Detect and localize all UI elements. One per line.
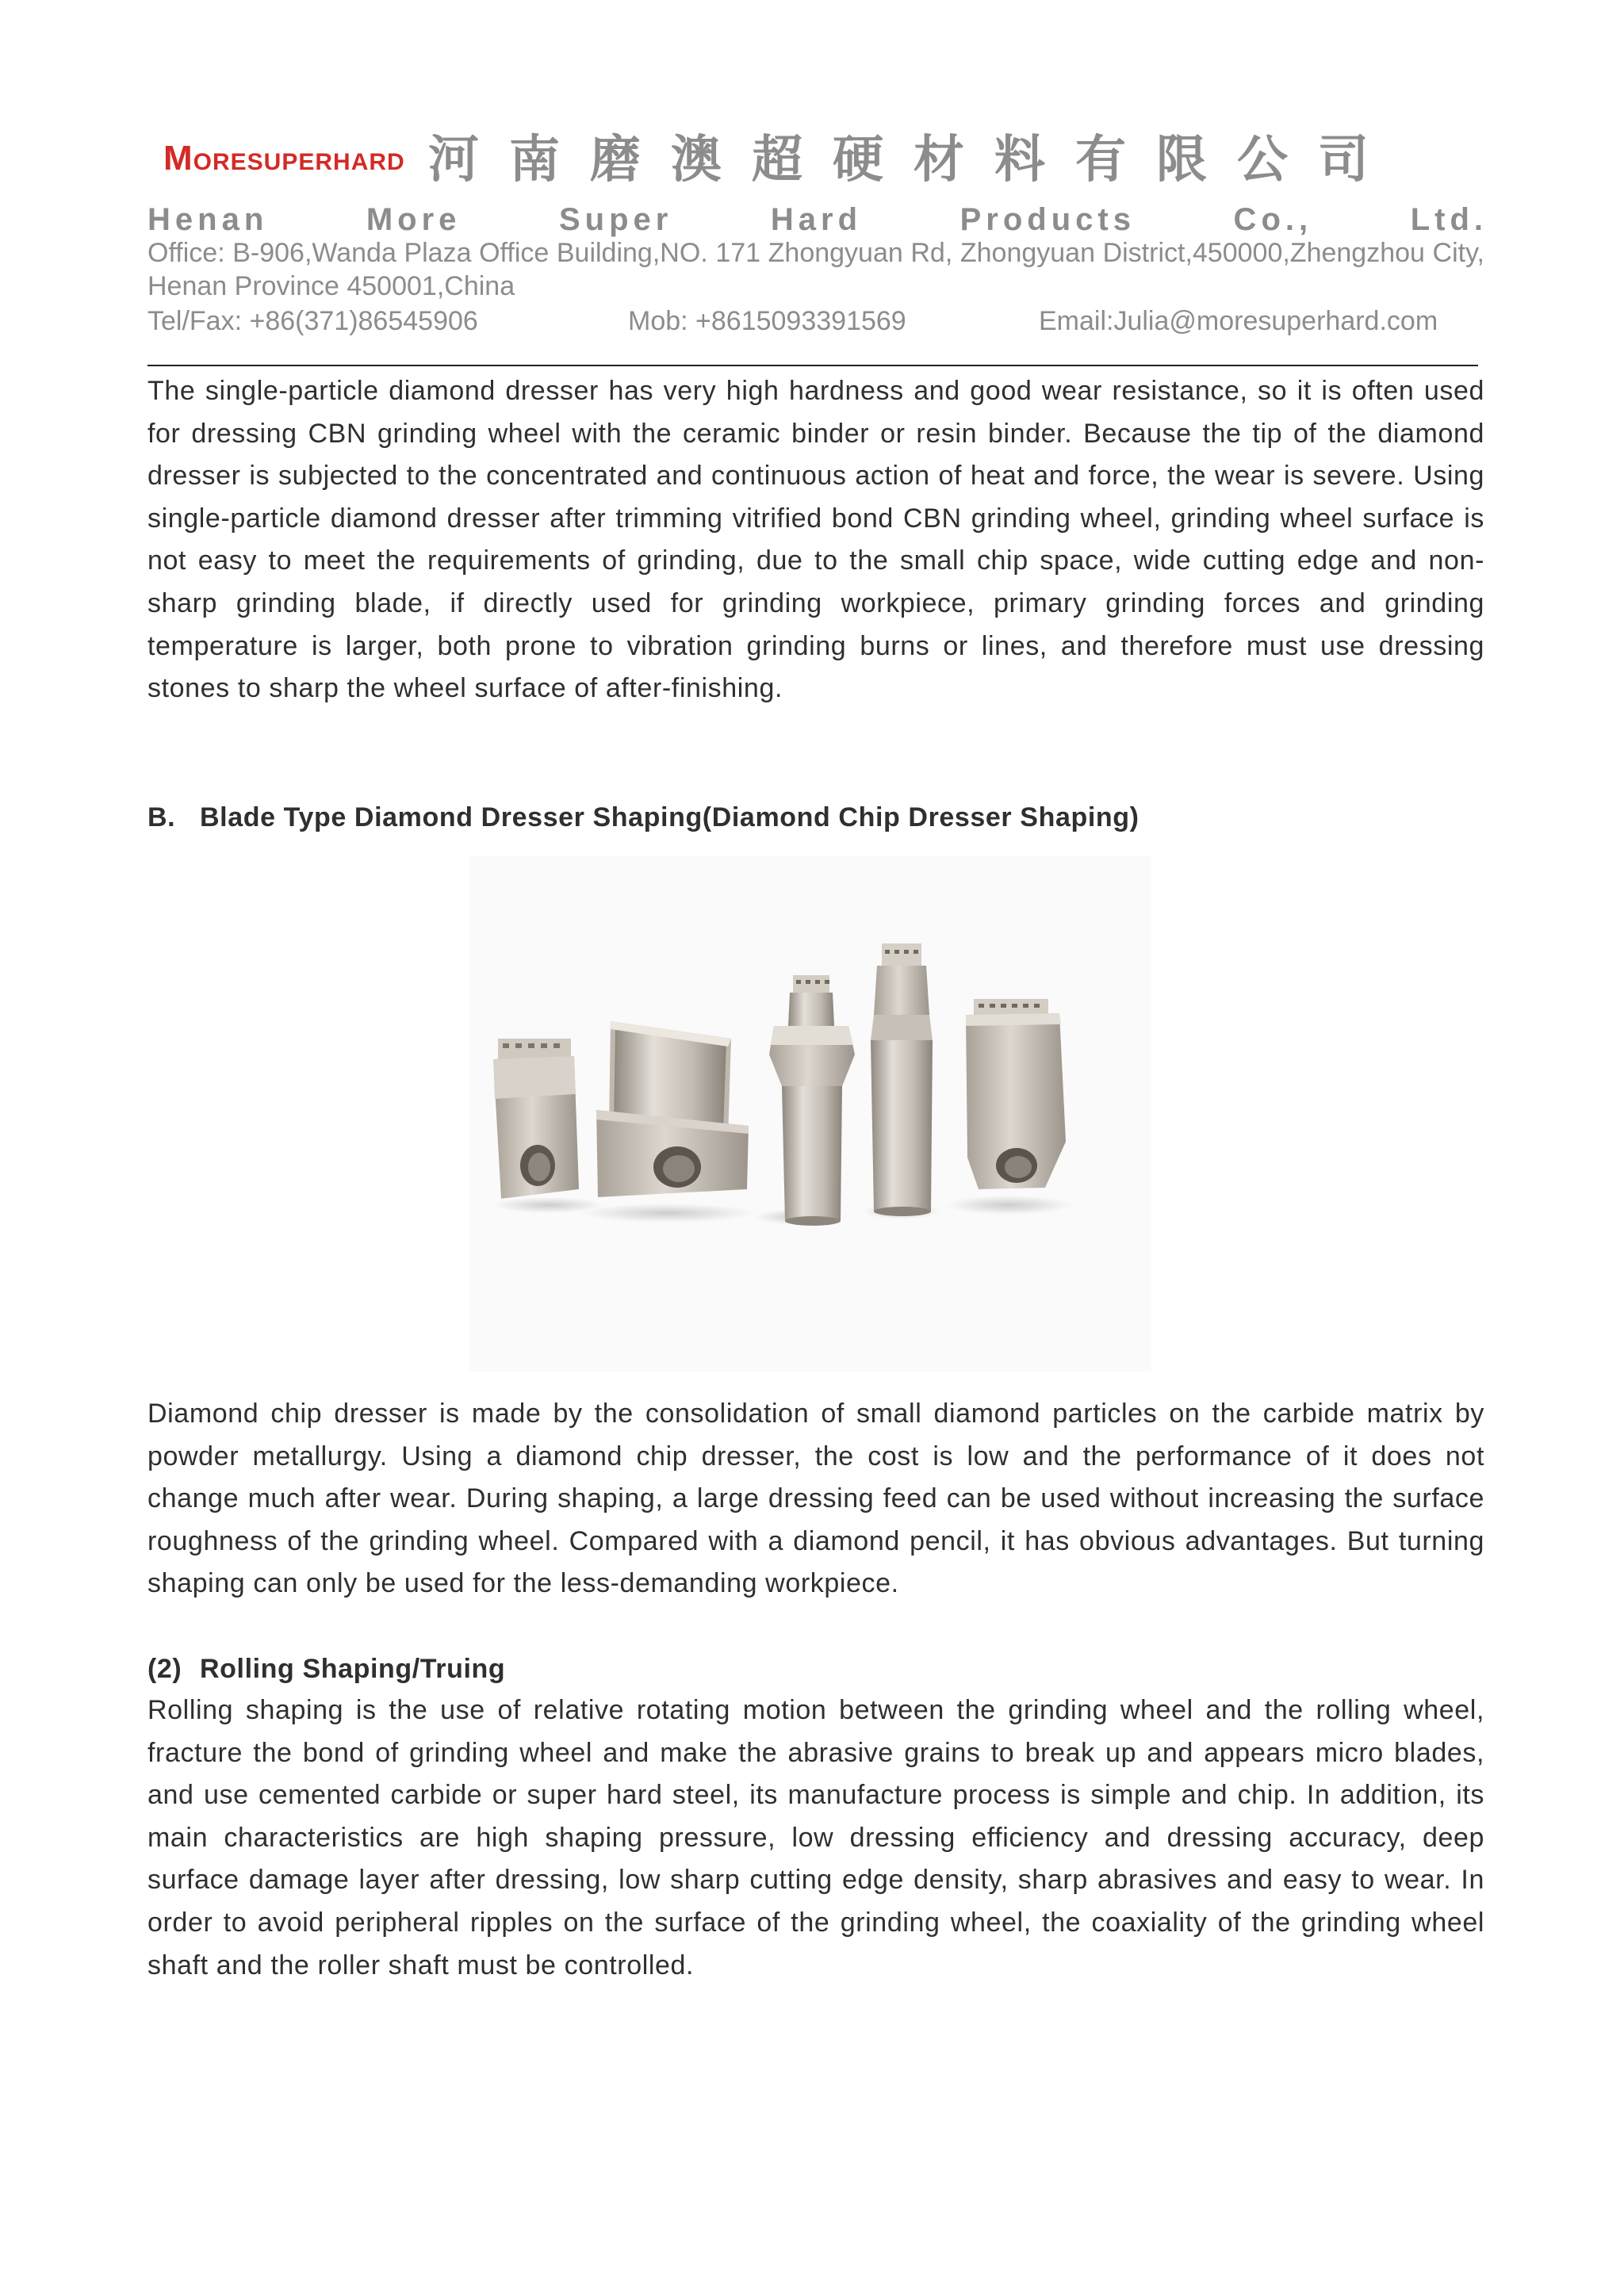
- paragraph-diamond-chip: Diamond chip dresser is made by the consolidation of small diamond particles on the carbide matrix by powder metallurgy. Using a diamond chip dresser, the cost is low and the performance of it does not change much after wear. During shaping, a large dressing feed can be used without increasing the surface roughness of the grinding wheel. Compared with a diamond pencil, it has obvious advantages. But turning shaping can only be used for the less-demanding workpiece.: [147, 1399, 1484, 1599]
- company-logo: [163, 139, 405, 178]
- logo-initial: M: [163, 139, 193, 178]
- company-name-chinese: 河南磨澳超硬材料有限公司: [428, 131, 1399, 189]
- section-2-heading: [147, 1647, 1484, 1690]
- contact-line: [147, 304, 1484, 338]
- section-b-title: Blade Type Diamond Dresser Shaping(Diamond Chip Dresser Shaping): [200, 802, 1139, 832]
- section-b-label: B.: [147, 802, 176, 832]
- office-address: Office: B-906,Wanda Plaza Office Building,NO. 171 Zhongyuan Rd, Zhongyuan District,450000,Zhengzhou City, Henan Province 450001,China: [147, 238, 1484, 301]
- dresser-hex-pencil: [769, 975, 855, 1226]
- section-2-title: Rolling Shaping/Truing: [200, 1654, 506, 1684]
- section-2-label: (2): [147, 1654, 182, 1684]
- paragraph-single-particle: The single-particle diamond dresser has very high hardness and good wear resistance, so it is often used for dressing CBN grinding wheel with the ceramic binder or resin binder. Because the tip of the diamond dresser is subjected to the concentrated and continuous action of heat and force, the wear is severe. Using single-particle diamond dresser after trimming vitrified bond CBN grinding wheel, grinding wheel surface is not easy to meet the requirements of grinding, due to the small chip space, wide cutting edge and non-sharp grinding blade, if directly used for grinding workpiece, primary grinding forces and grinding temperature is larger, both prone to vibration grinding burns or lines, and therefore must use dressing stones to sharp the wheel surface of after-finishing.: [147, 376, 1484, 704]
- tel-fax: Tel/Fax: +86(371)86545906: [147, 306, 478, 336]
- header-divider: [147, 365, 1478, 366]
- dresser-plate-wide: [596, 1021, 749, 1197]
- paragraph-rolling-shaping: Rolling shaping is the use of relative rotating motion between the grinding wheel and the rolling wheel, fracture the bond of grinding wheel and make the abrasive grains to break up and appears micro blades, and use cemented carbide or super hard steel, its manufacture process is simple and chip. In addition, its main characteristics are high shaping pressure, low dressing efficiency and dressing accuracy, deep surface damage layer after dressing, low sharp cutting edge density, sharp abrasives and easy to wear. In order to avoid peripheral ripples on the surface of the grinding wheel, the coaxiality of the grinding wheel shaft and the roller shaft must be controlled.: [147, 1695, 1484, 1980]
- dresser-plate-angled: [966, 999, 1066, 1189]
- section-b-heading: [147, 796, 1484, 839]
- email-address: Email:Julia@moresuperhard.com: [1039, 306, 1438, 336]
- dresser-round-pencil: [871, 943, 933, 1216]
- diamond-chip-dressers-photo: [469, 856, 1151, 1372]
- company-name-english: Henan More Super Hard Products Co., Ltd.: [147, 202, 1488, 237]
- dresser-plate-small: [493, 1039, 579, 1199]
- mobile-number: Mob: +8615093391569: [628, 306, 906, 336]
- logo-wordmark: ORESUPERHARD: [193, 149, 405, 175]
